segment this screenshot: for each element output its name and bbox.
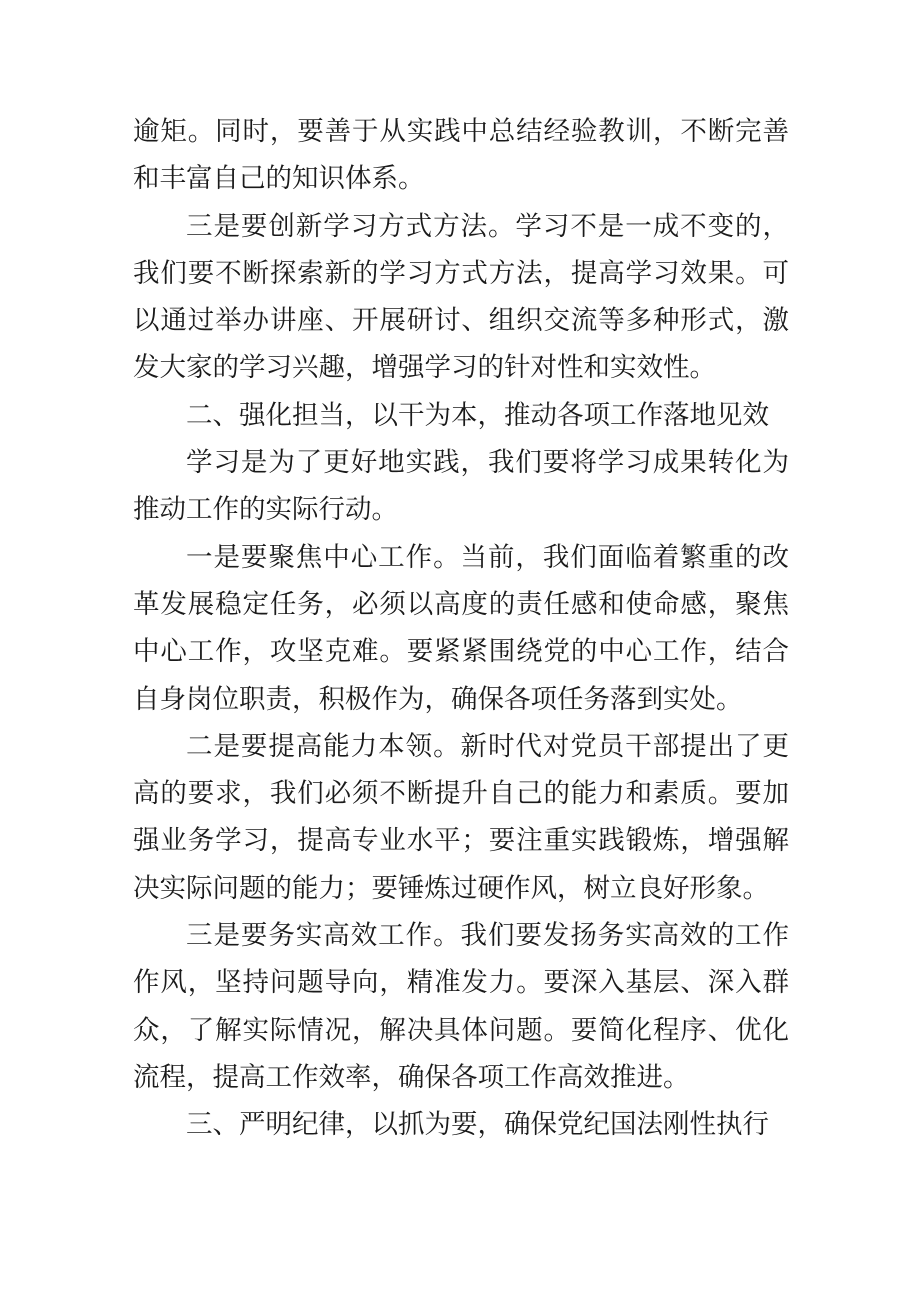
paragraph-learning-methods: 三是要创新学习方式方法。学习不是一成不变的，我们要不断探索新的学习方式方法，提高学习效果。可以通过举办讲座、开展研讨、组织交流等多种形式，激发大家的学习兴趣，增强学习的针对性和实效性。 [133,210,789,384]
section-heading-two: 二、强化担当，以干为本，推动各项工作落地见效 [186,399,769,431]
section-heading-three: 三、严明纪律，以抓为要，确保党纪国法刚性执行 [186,1109,769,1141]
paragraph-practice-intro: 学习是为了更好地实践，我们要将学习成果转化为推动工作的实际行动。 [133,447,789,526]
paragraph-continuation: 逾矩。同时，要善于从实践中总结经验教训，不断完善和丰富自己的知识体系。 [133,116,789,195]
paragraph-efficient-work: 三是要务实高效工作。我们要发扬务实高效的工作作风，坚持问题导向，精准发力。要深入基层、深入群众，了解实际情况，解决具体问题。要简化程序、优化流程，提高工作效率，确保各项工作高效推进。 [133,920,789,1093]
paragraph-focus-center-work: 一是要聚焦中心工作。当前，我们面临着繁重的改革发展稳定任务，必须以高度的责任感和使命感，聚焦中心工作，攻坚克难。要紧紧围绕党的中心工作，结合自身岗位职责，积极作为，确保各项任务落到实处。 [133,541,789,715]
paragraph-improve-ability: 二是要提高能力本领。新时代对党员干部提出了更高的要求，我们必须不断提升自己的能力和素质。要加强业务学习，提高专业水平；要注重实践锻炼，增强解决实际问题的能力；要锤炼过硬作风，树立良好形象。 [133,730,789,904]
document-body [133,108,789,1149]
